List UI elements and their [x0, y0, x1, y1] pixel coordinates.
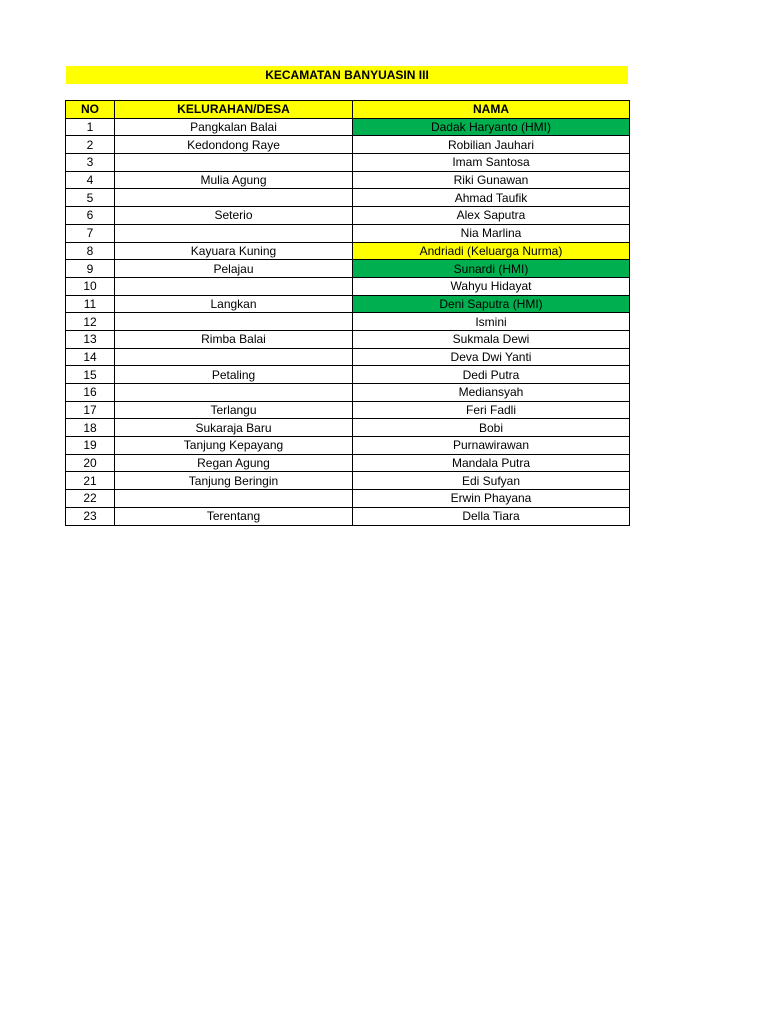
table-row: [66, 295, 630, 313]
table-row: [66, 419, 630, 437]
row-no: 6: [66, 207, 115, 225]
table-row: [66, 437, 630, 455]
row-kelurahan-desa: Kayuara Kuning: [115, 242, 353, 260]
row-nama: Purnawirawan: [353, 437, 630, 455]
row-nama: Sukmala Dewi: [353, 330, 630, 348]
row-kelurahan-desa: Terlangu: [115, 401, 353, 419]
roster-table: [65, 100, 630, 526]
row-nama: Dadak Haryanto (HMI): [353, 118, 630, 136]
row-kelurahan-desa: Sukaraja Baru: [115, 419, 353, 437]
sheet-title: KECAMATAN BANYUASIN III: [66, 66, 628, 84]
roster-body: [66, 118, 630, 525]
table-row: [66, 224, 630, 242]
table-row: [66, 242, 630, 260]
header-kelurahan-desa: KELURAHAN/DESA: [115, 101, 353, 119]
row-kelurahan-desa: [115, 277, 353, 295]
row-no: 11: [66, 295, 115, 313]
row-nama: Riki Gunawan: [353, 171, 630, 189]
row-nama: Deva Dwi Yanti: [353, 348, 630, 366]
row-no: 22: [66, 490, 115, 508]
row-nama: Alex Saputra: [353, 207, 630, 225]
row-nama: Ismini: [353, 313, 630, 331]
header-no: NO: [66, 101, 115, 119]
row-no: 13: [66, 330, 115, 348]
row-nama: Ahmad Taufik: [353, 189, 630, 207]
row-kelurahan-desa: [115, 490, 353, 508]
row-nama: Dedi Putra: [353, 366, 630, 384]
row-kelurahan-desa: Kedondong Raye: [115, 136, 353, 154]
row-kelurahan-desa: Pelajau: [115, 260, 353, 278]
table-row: [66, 490, 630, 508]
table-row: [66, 507, 630, 525]
row-no: 20: [66, 454, 115, 472]
table-row: [66, 330, 630, 348]
row-no: 19: [66, 437, 115, 455]
row-kelurahan-desa: Tanjung Beringin: [115, 472, 353, 490]
row-kelurahan-desa: Tanjung Kepayang: [115, 437, 353, 455]
row-nama: Erwin Phayana: [353, 490, 630, 508]
row-kelurahan-desa: Seterio: [115, 207, 353, 225]
row-kelurahan-desa: [115, 154, 353, 172]
table-row: [66, 207, 630, 225]
row-no: 4: [66, 171, 115, 189]
table-row: [66, 136, 630, 154]
row-no: 3: [66, 154, 115, 172]
table-row: [66, 384, 630, 402]
row-kelurahan-desa: Petaling: [115, 366, 353, 384]
row-nama: Bobi: [353, 419, 630, 437]
row-no: 2: [66, 136, 115, 154]
table-row: [66, 171, 630, 189]
row-kelurahan-desa: [115, 224, 353, 242]
row-kelurahan-desa: [115, 189, 353, 207]
table-row: [66, 348, 630, 366]
row-nama: Wahyu Hidayat: [353, 277, 630, 295]
row-no: 18: [66, 419, 115, 437]
row-nama: Deni Saputra (HMI): [353, 295, 630, 313]
row-nama: Mediansyah: [353, 384, 630, 402]
row-nama: Andriadi (Keluarga Nurma): [353, 242, 630, 260]
row-kelurahan-desa: [115, 348, 353, 366]
row-no: 7: [66, 224, 115, 242]
row-nama: Della Tiara: [353, 507, 630, 525]
row-kelurahan-desa: [115, 313, 353, 331]
row-nama: Feri Fadli: [353, 401, 630, 419]
row-kelurahan-desa: Pangkalan Balai: [115, 118, 353, 136]
row-kelurahan-desa: Mulia Agung: [115, 171, 353, 189]
table-row: [66, 401, 630, 419]
row-kelurahan-desa: [115, 384, 353, 402]
row-nama: Mandala Putra: [353, 454, 630, 472]
row-no: 21: [66, 472, 115, 490]
row-no: 1: [66, 118, 115, 136]
row-no: 23: [66, 507, 115, 525]
row-nama: Nia Marlina: [353, 224, 630, 242]
row-no: 10: [66, 277, 115, 295]
table-row: [66, 472, 630, 490]
table-row: [66, 313, 630, 331]
row-nama: Edi Sufyan: [353, 472, 630, 490]
table-row: [66, 454, 630, 472]
table-row: [66, 189, 630, 207]
row-no: 14: [66, 348, 115, 366]
header-nama: NAMA: [353, 101, 630, 119]
table-row: [66, 260, 630, 278]
row-no: 8: [66, 242, 115, 260]
table-row: [66, 154, 630, 172]
row-no: 12: [66, 313, 115, 331]
row-nama: Sunardi (HMI): [353, 260, 630, 278]
row-kelurahan-desa: Regan Agung: [115, 454, 353, 472]
row-nama: Imam Santosa: [353, 154, 630, 172]
row-nama: Robilian Jauhari: [353, 136, 630, 154]
row-kelurahan-desa: Langkan: [115, 295, 353, 313]
row-no: 16: [66, 384, 115, 402]
table-row: [66, 118, 630, 136]
row-no: 17: [66, 401, 115, 419]
row-kelurahan-desa: Terentang: [115, 507, 353, 525]
table-row: [66, 277, 630, 295]
header-row: [66, 101, 630, 119]
row-no: 5: [66, 189, 115, 207]
table-row: [66, 366, 630, 384]
row-kelurahan-desa: Rimba Balai: [115, 330, 353, 348]
row-no: 9: [66, 260, 115, 278]
row-no: 15: [66, 366, 115, 384]
